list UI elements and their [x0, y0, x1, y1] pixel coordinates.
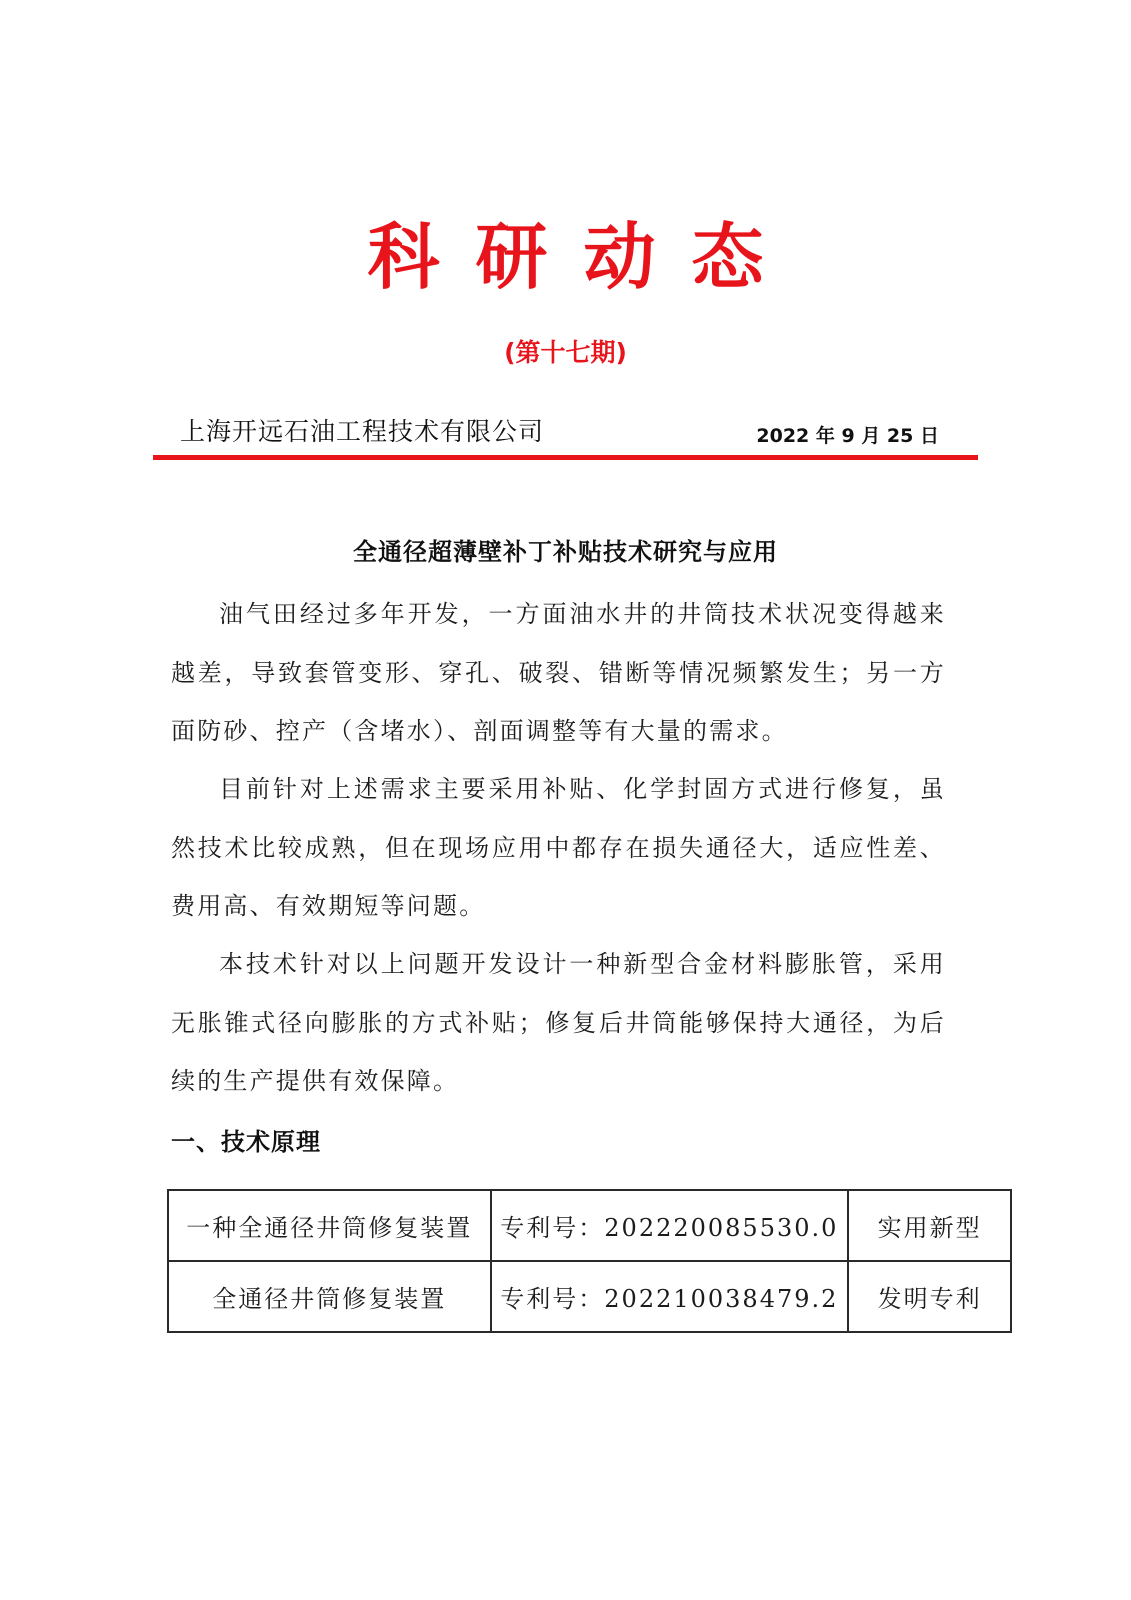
publication-date: 2022 年 9 月 25 日: [756, 425, 939, 447]
patent-type-cell: 发明专利: [848, 1261, 1011, 1332]
organization-name: 上海开远石油工程技术有限公司: [180, 417, 545, 446]
masthead-title: 科研动态: [367, 215, 800, 299]
patent-table: [167, 1189, 1012, 1333]
paragraph-text: 本技术针对以上问题开发设计一种新型合金材料膨胀管，采用无胀锥式径向膨胀的方式补贴；修复后井筒能够保持大通径，为后续的生产提供有效保障。: [171, 950, 946, 1095]
article-title: 全通径超薄壁补丁补贴技术研究与应用: [353, 538, 778, 566]
paragraph-1: [171, 585, 946, 761]
paragraph-3: [171, 935, 946, 1111]
paragraph-text: 目前针对上述需求主要采用补贴、化学封固方式进行修复，虽然技术比较成熟，但在现场应用中都存在损失通径大，适应性差、费用高、有效期短等问题。: [171, 775, 946, 920]
patent-name-cell: 一种全通径井筒修复装置: [168, 1190, 491, 1261]
patent-type-cell: 实用新型: [848, 1190, 1011, 1261]
patent-number-cell: 专利号：202220085530.0: [491, 1190, 849, 1261]
paragraph-2: [171, 760, 946, 936]
section-heading: 一、技术原理: [171, 1128, 321, 1156]
table-row: [168, 1190, 1011, 1261]
header-divider: [153, 455, 978, 460]
patent-name-cell: 全通径井筒修复装置: [168, 1261, 491, 1332]
issue-number: (第十七期): [504, 338, 627, 367]
table-row: [168, 1261, 1011, 1332]
paragraph-text: 油气田经过多年开发，一方面油水井的井筒技术状况变得越来越差，导致套管变形、穿孔、破裂、错断等情况频繁发生；另一方面防砂、控产（含堵水）、剖面调整等有大量的需求。: [171, 600, 946, 745]
patent-number-cell: 专利号：202210038479.2: [491, 1261, 849, 1332]
